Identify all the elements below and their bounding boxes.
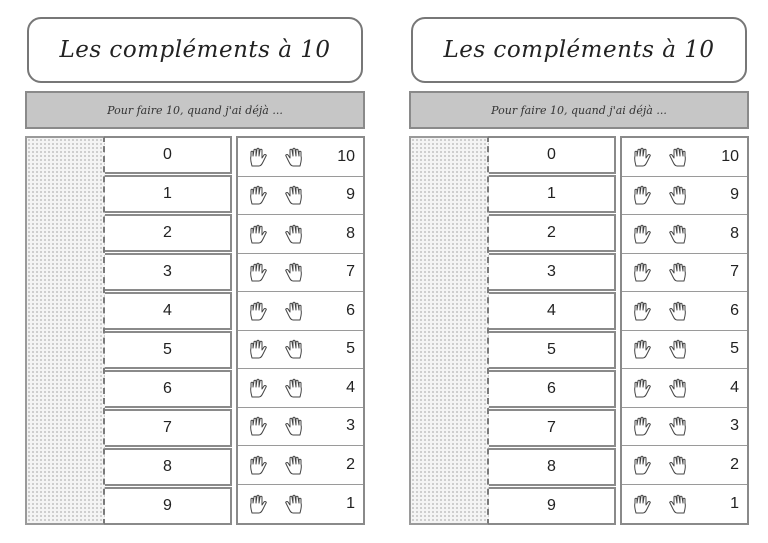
number-column: [489, 136, 617, 526]
complement-row: [238, 485, 363, 524]
complement-value: 3: [730, 417, 739, 435]
complement-row: [622, 177, 747, 216]
number-cell: 7: [105, 409, 232, 447]
left-hand-icon: [632, 301, 656, 321]
left-hand-icon: [248, 224, 272, 244]
complement-value: 4: [346, 378, 355, 396]
right-hand-icon: [664, 262, 688, 282]
hands-pair: [248, 455, 318, 475]
number-cell: 8: [105, 448, 232, 486]
hands-pair: [248, 339, 318, 359]
hands-pair: [248, 224, 318, 244]
hands-pair: [248, 185, 318, 205]
right-hand-icon: [664, 147, 688, 167]
number-cell: 3: [489, 253, 616, 291]
left-hand-icon: [632, 147, 656, 167]
worksheet-subtitle: Pour faire 10, quand j'ai déjà ...: [107, 103, 283, 117]
stippled-strip: [409, 136, 489, 525]
complement-value: 5: [730, 340, 739, 358]
right-hand-icon: [280, 494, 304, 514]
left-hand-icon: [248, 455, 272, 475]
hands-pair: [248, 147, 318, 167]
left-hand-icon: [632, 262, 656, 282]
number-cell: 8: [489, 448, 616, 486]
right-hand-icon: [664, 378, 688, 398]
number-cell: 2: [489, 214, 616, 252]
number-cell: 1: [489, 175, 616, 213]
hands-pair: [632, 262, 702, 282]
right-hand-icon: [280, 147, 304, 167]
hands-pair: [248, 416, 318, 436]
complement-row: [238, 138, 363, 177]
complement-row: [238, 292, 363, 331]
right-hand-icon: [280, 455, 304, 475]
complement-value: 4: [730, 378, 739, 396]
complement-value: 10: [721, 147, 739, 165]
complement-row: [622, 331, 747, 370]
right-hand-icon: [664, 416, 688, 436]
complement-value: 2: [346, 455, 355, 473]
worksheet-left: [25, 0, 365, 543]
complement-value: 9: [730, 186, 739, 204]
right-hand-icon: [280, 301, 304, 321]
hands-pair: [248, 301, 318, 321]
left-hand-icon: [248, 378, 272, 398]
complement-value: 5: [346, 340, 355, 358]
complement-value: 9: [346, 186, 355, 204]
hands-pair: [248, 494, 318, 514]
right-hand-icon: [664, 224, 688, 244]
number-cell: 2: [105, 214, 232, 252]
left-hand-icon: [248, 301, 272, 321]
complement-row: [238, 369, 363, 408]
left-hand-icon: [632, 185, 656, 205]
worksheet-right: [409, 0, 749, 543]
hands-pair: [632, 378, 702, 398]
subtitle-bar: [25, 91, 365, 129]
complement-row: [238, 177, 363, 216]
complement-value: 1: [346, 494, 355, 512]
left-hand-icon: [632, 224, 656, 244]
number-cell: 6: [489, 370, 616, 408]
left-hand-icon: [632, 494, 656, 514]
right-hand-icon: [664, 455, 688, 475]
hands-pair: [632, 147, 702, 167]
left-hand-icon: [248, 416, 272, 436]
complement-value: 8: [730, 224, 739, 242]
complement-value: 7: [730, 263, 739, 281]
hands-pair: [632, 416, 702, 436]
number-cell: 7: [489, 409, 616, 447]
number-cell: 5: [489, 331, 616, 369]
complement-value: 2: [730, 455, 739, 473]
left-hand-icon: [248, 147, 272, 167]
number-cell: 5: [105, 331, 232, 369]
complement-row: [622, 369, 747, 408]
right-hand-icon: [664, 185, 688, 205]
worksheet-subtitle: Pour faire 10, quand j'ai déjà ...: [491, 103, 667, 117]
left-hand-icon: [248, 185, 272, 205]
complement-value: 7: [346, 263, 355, 281]
complement-row: [622, 446, 747, 485]
complement-row: [622, 254, 747, 293]
right-hand-icon: [280, 416, 304, 436]
right-hand-icon: [280, 185, 304, 205]
right-hand-icon: [280, 224, 304, 244]
complement-row: [238, 254, 363, 293]
right-hand-icon: [280, 339, 304, 359]
complement-row: [238, 446, 363, 485]
left-hand-icon: [248, 494, 272, 514]
hands-pair: [248, 262, 318, 282]
complement-row: [238, 408, 363, 447]
left-hand-icon: [632, 416, 656, 436]
complement-row: [622, 215, 747, 254]
complement-value: 10: [337, 147, 355, 165]
complement-row: [622, 408, 747, 447]
complement-row: [238, 331, 363, 370]
number-cell: 4: [105, 292, 232, 330]
number-cell: 3: [105, 253, 232, 291]
number-cell: 0: [489, 136, 616, 174]
number-cell: 6: [105, 370, 232, 408]
hands-pair: [632, 224, 702, 244]
left-hand-icon: [248, 262, 272, 282]
title-box: [411, 17, 747, 83]
complement-row: [238, 215, 363, 254]
left-hand-icon: [632, 339, 656, 359]
left-hand-icon: [632, 455, 656, 475]
subtitle-bar: [409, 91, 749, 129]
complement-column: [620, 136, 749, 525]
title-box: [27, 17, 363, 83]
hands-pair: [632, 455, 702, 475]
number-cell: 4: [489, 292, 616, 330]
left-hand-icon: [248, 339, 272, 359]
worksheet-title: Les compléments à 10: [443, 37, 715, 63]
complement-value: 3: [346, 417, 355, 435]
right-hand-icon: [664, 494, 688, 514]
number-cell: 0: [105, 136, 232, 174]
right-hand-icon: [664, 339, 688, 359]
number-cell: 1: [105, 175, 232, 213]
left-hand-icon: [632, 378, 656, 398]
complement-row: [622, 138, 747, 177]
hands-pair: [632, 185, 702, 205]
number-column: [105, 136, 233, 526]
number-cell: 9: [489, 487, 616, 525]
hands-pair: [632, 494, 702, 514]
complement-value: 8: [346, 224, 355, 242]
hands-pair: [632, 339, 702, 359]
number-cell: 9: [105, 487, 232, 525]
hands-pair: [632, 301, 702, 321]
complement-value: 6: [346, 301, 355, 319]
right-hand-icon: [280, 262, 304, 282]
right-hand-icon: [664, 301, 688, 321]
complement-value: 6: [730, 301, 739, 319]
right-hand-icon: [280, 378, 304, 398]
worksheet-title: Les compléments à 10: [59, 37, 331, 63]
complement-row: [622, 292, 747, 331]
complement-row: [622, 485, 747, 524]
complement-column: [236, 136, 365, 525]
hands-pair: [248, 378, 318, 398]
stippled-strip: [25, 136, 105, 525]
complement-value: 1: [730, 494, 739, 512]
